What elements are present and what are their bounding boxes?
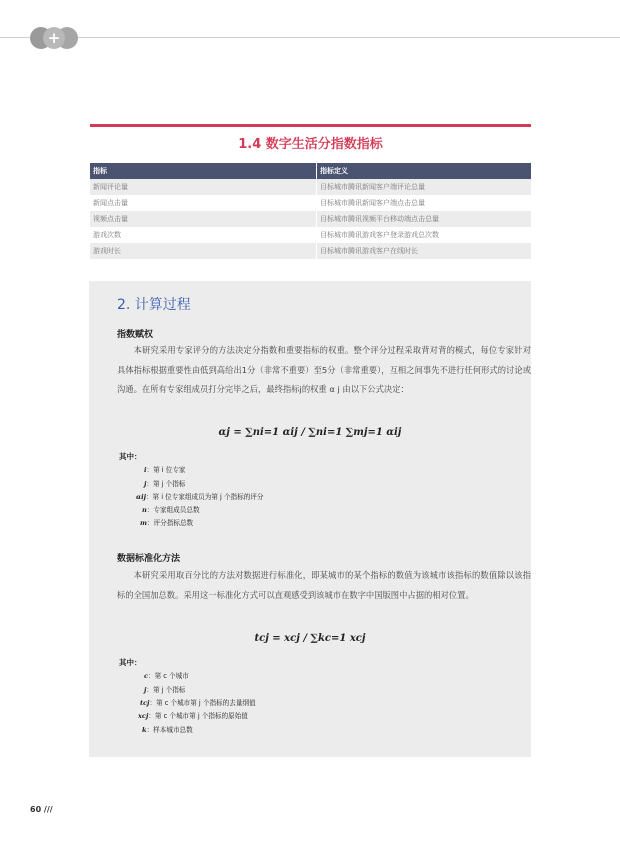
section-title: 1.4 数字生活分指数指标 — [238, 137, 383, 152]
weighting-definition: m：评分指标总数 — [140, 519, 194, 527]
weighting-where-label: 其中： — [119, 452, 142, 461]
section-title-rule — [90, 124, 531, 127]
normalization-where-label: 其中： — [119, 658, 142, 667]
calculation-panel — [89, 281, 531, 757]
weighting-formula-text: αj = ∑ni=1 αij / ∑ni=1 ∑mj=1 αij — [218, 427, 402, 438]
normalization-definition: tcj：第 c 个城市第 j 个指标的去量纲值 — [140, 699, 256, 707]
weighting-definition: n：专家组成员总数 — [142, 506, 200, 514]
table-header-indicator: 指标 — [90, 163, 317, 179]
weighting-definition: αij：第 i 位专家组成员为第 j 个指标的评分 — [136, 493, 264, 501]
table-header-definition: 指标定义 — [317, 163, 532, 179]
table-cell: 新闻点击量 — [90, 195, 317, 211]
table-cell: 游戏时长 — [90, 243, 317, 259]
header-rule — [0, 37, 620, 38]
normalization-definition: k：样本城市总数 — [142, 726, 193, 734]
table-cell: 视频点击量 — [90, 211, 317, 227]
table-cell: 目标城市腾讯新闻客户端评论总量 — [317, 179, 532, 195]
table-cell: 游戏次数 — [90, 227, 317, 243]
page-header — [0, 0, 620, 60]
table-cell: 新闻评论量 — [90, 179, 317, 195]
table-cell: 目标城市腾讯游戏客户在线时长 — [317, 243, 532, 259]
table-row — [90, 195, 531, 211]
table-row — [90, 179, 531, 195]
weighting-definition: j：第 j 个指标 — [144, 480, 186, 488]
normalization-formula-text: tcj = xcj / ∑kc=1 xcj — [254, 633, 366, 644]
normalization-paragraph: 本研究采用取百分比的方法对数据进行标准化，即某城市的某个指标的数值为该城市该指标的数值除以该指标的全国加总数。采用这一标准化方式可以直观感受到该城市在数字中国版图中占据的相对位置。 — [117, 570, 531, 600]
weighting-definition: i：第 i 位专家 — [144, 466, 186, 474]
table-row — [90, 211, 531, 227]
normalization-definition: c：第 c 个城市 — [144, 672, 189, 680]
normalization-heading: 数据标准化方法 — [117, 554, 181, 564]
table-row — [90, 227, 531, 243]
logo-icon: + — [30, 27, 80, 49]
table-cell: 目标城市腾讯视频平台移动端点击总量 — [317, 211, 532, 227]
weighting-heading: 指数赋权 — [117, 330, 154, 340]
table-cell: 目标城市腾讯游戏客户登录游戏总次数 — [317, 227, 532, 243]
weighting-formula — [89, 427, 531, 438]
weighting-paragraph: 本研究采用专家评分的方法决定分指数和重要指标的权重。整个评分过程采取背对背的模式，每位专家针对具体指标根据重要性由低到高给出1分（非常不重要）至5分（非常重要），互相之间事先不进行任何形式的讨论或沟通。在所有专家组成员打分完毕之后，最终指标j的权重 α j 由以下公式决定： — [117, 345, 531, 394]
normalization-definition: xcj：第 c 个城市第 j 个指标的原始值 — [138, 712, 248, 720]
table-cell: 目标城市腾讯新闻客户端点击总量 — [317, 195, 532, 211]
calculation-title: 2. 计算过程 — [117, 297, 191, 313]
normalization-formula — [89, 633, 531, 644]
normalization-definition: j：第 j 个指标 — [144, 686, 186, 694]
table-row — [90, 243, 531, 259]
page-number: 60 /// — [30, 805, 53, 814]
indicator-table — [90, 163, 531, 259]
